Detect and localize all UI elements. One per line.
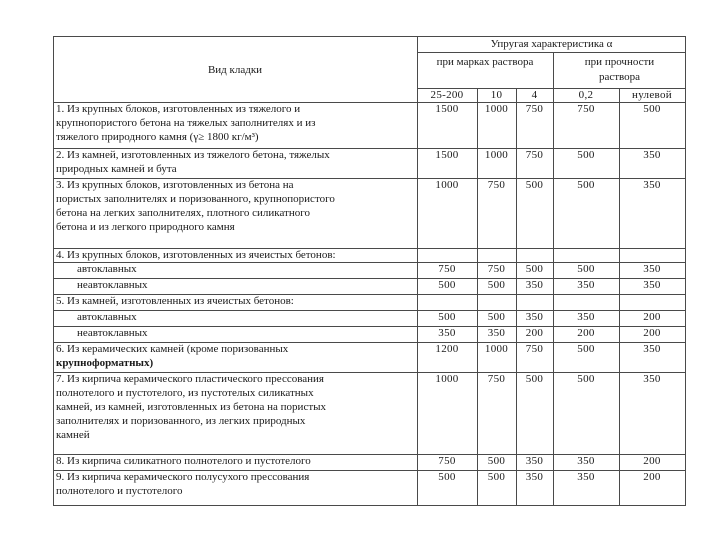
masonry-type-text: 9. Из кирпича керамического полусухого прессования [56,471,310,483]
elastic-value: 350 [525,455,544,467]
header-elastic-characteristic: Упругая характеристика α [490,38,613,50]
masonry-type-text: бетона на легких заполнителях, плотного силикатного [56,207,310,219]
elastic-value: 350 [487,327,506,339]
grade-header: 0,2 [578,89,594,101]
masonry-type-text: крупноформатных) [56,357,154,369]
table-border-bottom [53,505,686,506]
table-border-right [685,36,686,506]
elastic-value: 200 [643,455,661,467]
masonry-type-text: камней, из камней, изготовленных из бетона на пористых [56,401,327,413]
elastic-value: 500 [525,373,544,385]
elastic-value: 1000 [484,149,509,161]
masonry-type-text: 8. Из кирпича силикатного полнотелого и пустотелого [56,455,311,467]
elastic-characteristic-table [53,36,686,506]
elastic-value: 200 [643,471,661,483]
elastic-value: 1000 [435,179,459,191]
masonry-type-text: неавтоклавных [77,327,148,339]
elastic-value: 350 [438,327,456,339]
grade-header: нулевой [632,89,672,101]
masonry-type-text: заполнителях и поризованного, из легких природных [56,415,306,427]
elastic-value: 500 [577,179,595,191]
elastic-value: 350 [577,279,595,291]
elastic-value: 350 [525,471,544,483]
masonry-type-text: 1. Из крупных блоков, изготовленных из тяжелого и [56,103,301,115]
elastic-value: 500 [577,149,595,161]
elastic-value: 1200 [435,343,459,355]
grade-header: 25-200 [430,89,464,101]
elastic-value: 200 [525,327,544,339]
elastic-value: 500 [577,373,595,385]
elastic-value: 750 [438,263,456,275]
elastic-value: 350 [643,149,661,161]
masonry-type-text: 7. Из кирпича керамического пластического прессования [56,373,324,385]
masonry-type-text: полнотелого и пустотелого [56,485,183,497]
elastic-value: 350 [643,263,661,275]
elastic-value: 500 [487,279,506,291]
elastic-value: 350 [577,471,595,483]
grade-header: 4 [531,89,538,101]
elastic-value: 350 [643,279,661,291]
elastic-value: 500 [487,311,506,323]
elastic-value: 750 [487,263,506,275]
masonry-type-text: бетона и из легкого природного камня [56,221,235,233]
header-at-strength: при прочности [584,56,655,68]
masonry-type-text: автоклавных [77,311,137,323]
elastic-value: 1000 [435,373,459,385]
elastic-value: 1000 [484,343,509,355]
elastic-value: 750 [577,103,595,115]
elastic-value: 500 [577,263,595,275]
masonry-type-text: тяжелого природного камня (γ≥ 1800 кг/м³) [56,131,259,143]
table-border-top [53,36,686,37]
table-border-left [53,36,54,506]
elastic-value: 500 [487,455,506,467]
elastic-value: 1000 [484,103,509,115]
elastic-value: 750 [525,149,544,161]
header-divider [417,52,686,53]
elastic-value: 500 [487,471,506,483]
elastic-value: 350 [525,279,544,291]
elastic-value: 350 [643,373,661,385]
elastic-value: 200 [643,327,661,339]
elastic-value: 350 [643,179,661,191]
elastic-value: 500 [438,471,456,483]
elastic-value: 750 [525,343,544,355]
elastic-value: 500 [643,103,661,115]
elastic-value: 500 [525,179,544,191]
masonry-type-text: 2. Из камней, изготовленных из тяжелого бетона, тяжелых [56,149,330,161]
masonry-type-text: природных камней и бута [56,163,177,175]
elastic-value: 1500 [435,149,459,161]
header-mortar: раствора [598,71,641,83]
elastic-value: 750 [438,455,456,467]
masonry-type-text: 6. Из керамических камней (кроме поризованных [56,343,289,355]
masonry-type-text: автоклавных [77,263,137,275]
header-kind-of-masonry: Вид кладки [207,64,263,76]
elastic-value: 350 [643,343,661,355]
masonry-type-text: камней [56,429,90,441]
elastic-value: 350 [525,311,544,323]
grade-header: 10 [490,89,503,101]
elastic-value: 200 [577,327,595,339]
elastic-value: 350 [577,311,595,323]
elastic-value: 500 [438,311,456,323]
masonry-type-text: крупнопористого бетона на тяжелых заполнителях и из [56,117,316,129]
elastic-value: 750 [525,103,544,115]
elastic-value: 500 [438,279,456,291]
masonry-type-text: пористых заполнителях и поризованного, крупнопористого [56,193,335,205]
elastic-value: 750 [487,179,506,191]
elastic-value: 1500 [435,103,459,115]
elastic-value: 500 [577,343,595,355]
masonry-type-text: полнотелого и пустотелого, из пустотелых силикатных [56,387,314,399]
elastic-value: 500 [525,263,544,275]
header-mortar-grades: при марках раствора [436,56,534,68]
masonry-type-text: неавтоклавных [77,279,148,291]
elastic-value: 200 [643,311,661,323]
masonry-type-text: 4. Из крупных блоков, изготовленных из ячеистых бетонов: [56,249,336,261]
elastic-value: 350 [577,455,595,467]
masonry-type-text: 5. Из камней, изготовленных из ячеистых бетонов: [56,295,294,307]
masonry-type-text: 3. Из крупных блоков, изготовленных из бетона на [56,179,294,191]
elastic-value: 750 [487,373,506,385]
